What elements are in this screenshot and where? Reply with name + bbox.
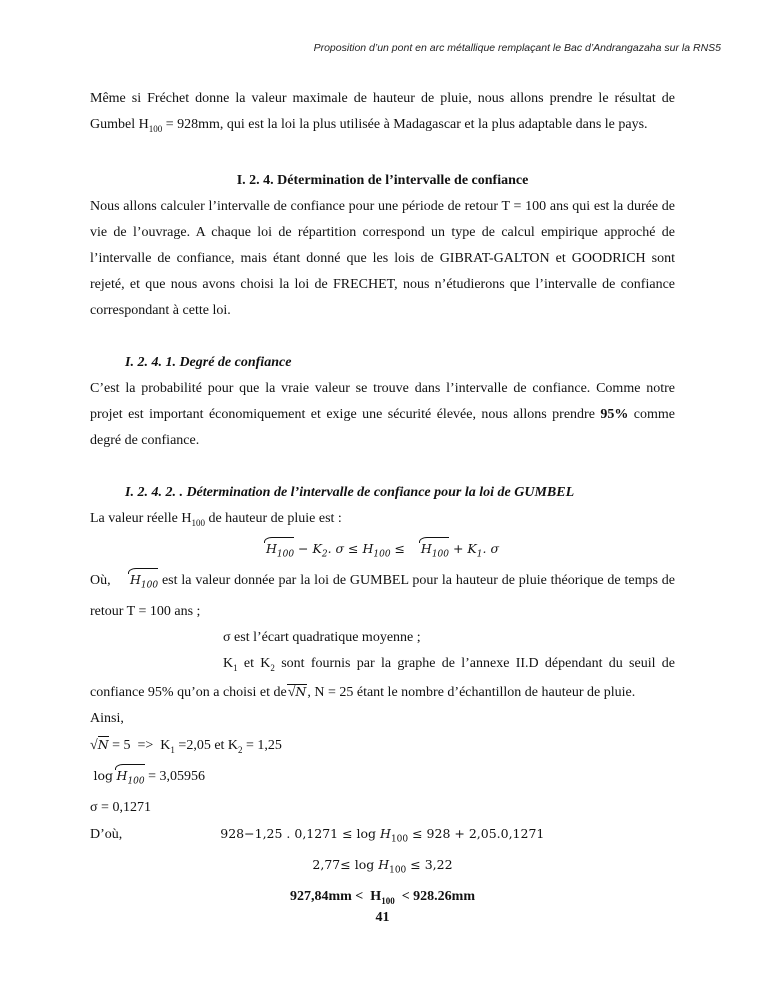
page-body — [90, 86, 675, 913]
subsection2-title: I. 2. 4. 2. . Détermination de l’intervalle de confiance pour la loi de GUMBEL — [125, 484, 575, 500]
running-header: Proposition d’un pont en arc métallique remplaçant le Bac d’Andrangazaha sur la RNS5 — [313, 42, 721, 54]
section-title: I. 2. 4. Détermination de l’intervalle de confiance — [236, 172, 529, 188]
calc-line-2: $2,77\le \log H_{100} \le 3,22$ — [312, 857, 453, 876]
result-line: $927,84mm < H_{100} < 928.26mm$ — [289, 888, 475, 906]
k-definition: $K_1$ et $K_2$ sont fournis par la graphe de l’annexe II.D dépendant du seuil de confiance 95% qu’on a choisi et de√N, N = 25 étant le nombre d’échantillon de hauteur de pluie. — [90, 655, 675, 701]
page-number: 41 — [375, 910, 390, 925]
real-value-text: La valeur réelle $H_{100}$ de hauteur de pluie est : — [90, 510, 342, 528]
sqrt-line: $√N = 5 => K_1 =2,05$ et $K_2 = 1,25$ — [90, 737, 282, 756]
ainsi-text: Ainsi, — [90, 711, 124, 727]
log-line: $\log H_{100} = 3,05956$ — [90, 763, 675, 795]
subsection1-title: I. 2. 4. 1. Degré de confiance — [125, 354, 292, 370]
intro-paragraph: Même si Fréchet donne la valeur maximale de hauteur de pluie, nous allons prendre le résultat de Gumbel $H_{100} = 928mm$, qui est la loi la plus utilisée à Madagascar et la plus adaptable dans le pays. — [90, 91, 675, 134]
sigma-line: σ = 0,1271 — [90, 799, 151, 815]
sigma-definition: σ est l’écart quadratique moyenne ; — [223, 629, 421, 645]
section-paragraph: Nous allons calculer l’intervalle de confiance pour une période de retour T = 100 ans qui est la durée de vie de l’ouvrage. A chaque loi de répartition correspond un type de calcul empirique approché de l’intervalle de confiance, mais étant donné que les lois de GIBRAT-GALTON et GOODRICH sont rejeté, et que nous avons choisi la loi de FRECHET, nous n’étudierons que l’intervalle de confiance correspondant à cette loi. — [90, 198, 675, 318]
where-paragraph: Où, $H_{100}$ est la valeur donnée par la loi de GUMBEL pour la hauteur de pluie théorique de temps de retour T = 100 ans ; — [90, 567, 675, 625]
subsection1-paragraph: C’est la probabilité pour que la vraie valeur se trouve dans l’intervalle de confiance. Comme notre projet est important économiquement et exige une sécurité élevée, nous allons prendre 95% comme degré de confiance. — [90, 380, 676, 448]
main-formula: $H_{100} - K_2$. $\sigma \le H_{100}$ ≤ $H_{100} + K_1$. σ — [90, 536, 675, 568]
calc-line-1: D’où, 928−1,25 . $0,1271 \le \log H_{100} \le 928 + 2,05.0,1271$ — [90, 825, 545, 845]
